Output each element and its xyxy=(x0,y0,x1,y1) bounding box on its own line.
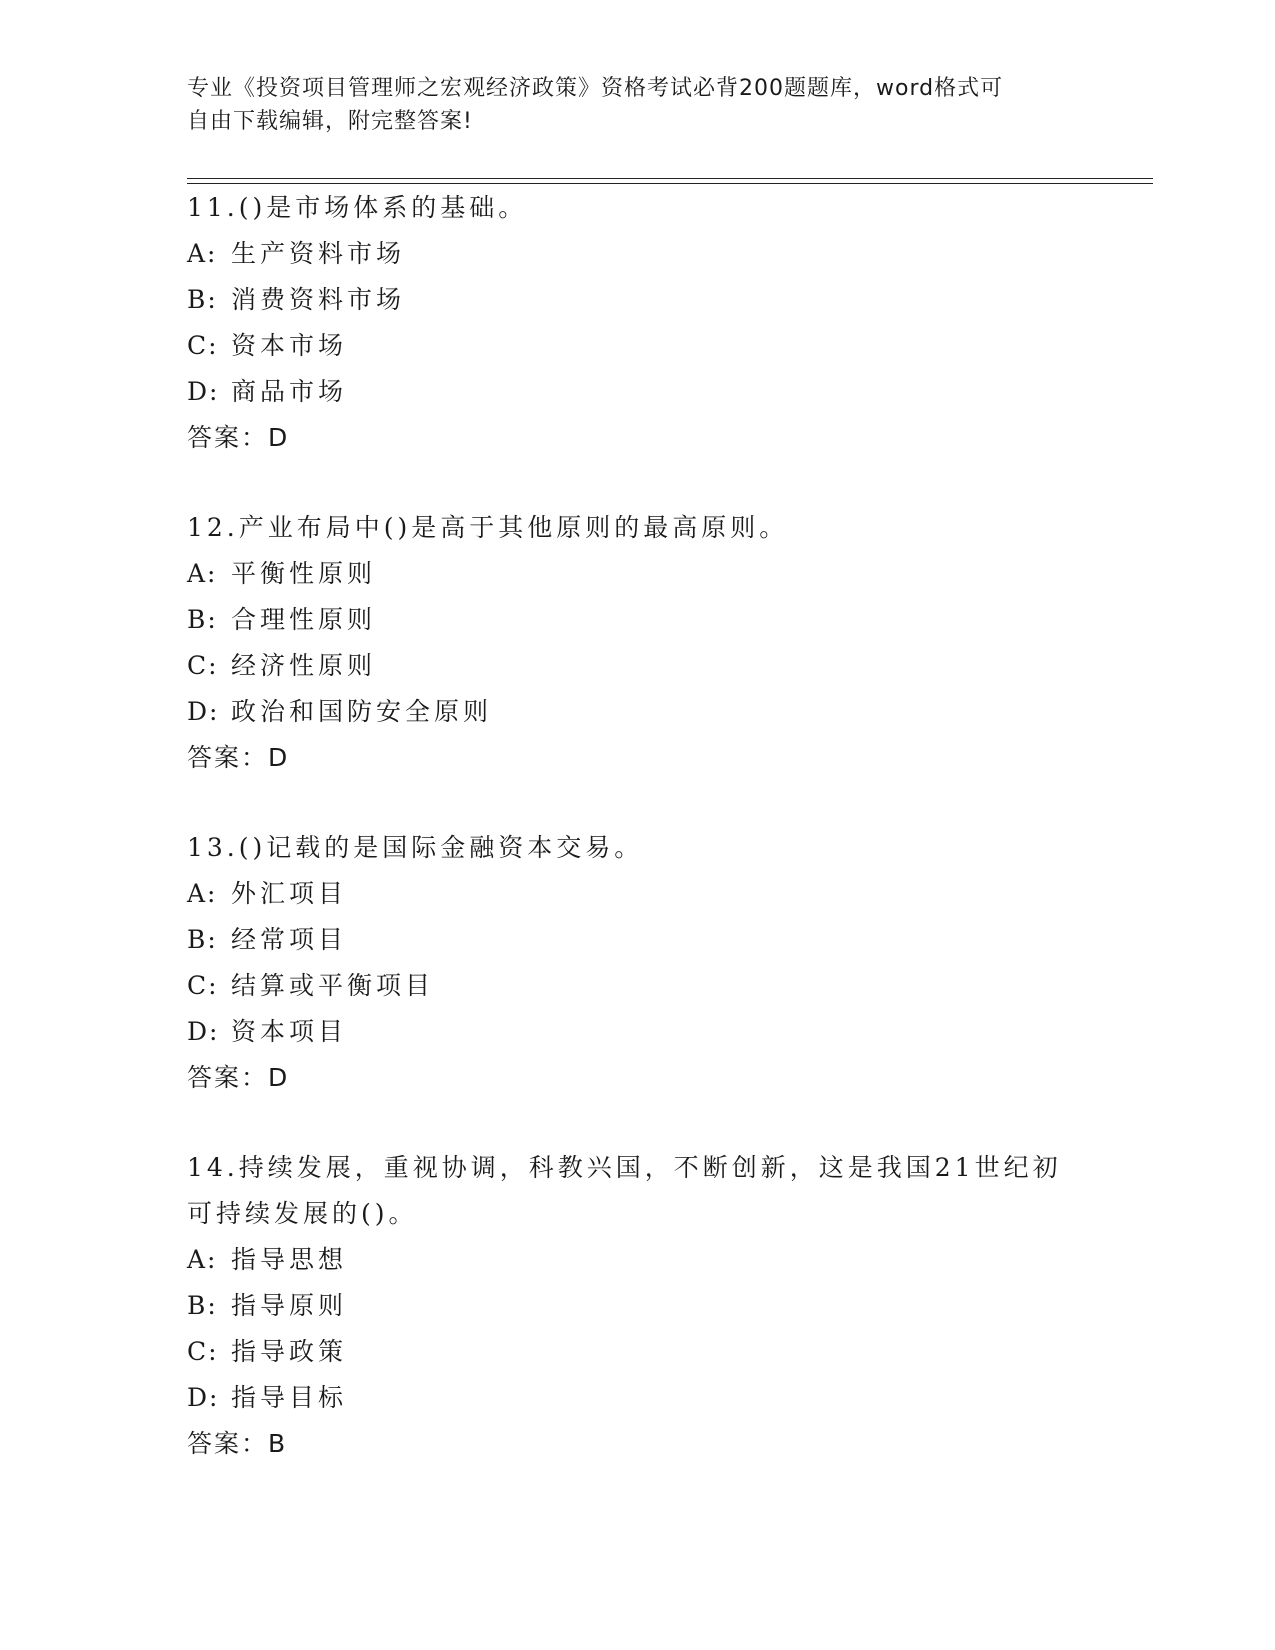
option-a xyxy=(187,1237,1087,1283)
option-text: 指导思想 xyxy=(231,1245,348,1274)
answer: 答案：D xyxy=(187,1063,290,1092)
option-text: 平衡性原则 xyxy=(231,559,377,588)
option-c xyxy=(187,643,1087,689)
header-divider-bottom xyxy=(187,183,1153,184)
option-b xyxy=(187,917,1087,963)
option-key: C: xyxy=(187,971,219,1000)
option-key: A: xyxy=(187,239,218,268)
option-text: 外汇项目 xyxy=(231,879,348,908)
option-key: C: xyxy=(187,331,219,360)
header-line-2: 自由下载编辑，附完整答案! xyxy=(187,109,473,134)
option-c xyxy=(187,323,1087,369)
option-key: D: xyxy=(187,1017,220,1046)
question-13 xyxy=(187,825,1087,1101)
option-key: A: xyxy=(187,879,218,908)
header-divider-top xyxy=(187,178,1153,179)
option-d xyxy=(187,1009,1087,1055)
option-text: 资本市场 xyxy=(231,331,348,360)
option-a xyxy=(187,231,1087,277)
option-d xyxy=(187,1375,1087,1421)
option-a xyxy=(187,871,1087,917)
option-text: 结算或平衡项目 xyxy=(231,971,435,1000)
option-text: 指导原则 xyxy=(231,1291,348,1320)
option-text: 指导政策 xyxy=(231,1337,348,1366)
option-key: A: xyxy=(187,559,218,588)
option-d xyxy=(187,369,1087,415)
option-text: 政治和国防安全原则 xyxy=(231,697,493,726)
option-d xyxy=(187,689,1087,735)
option-c xyxy=(187,1329,1087,1375)
option-text: 商品市场 xyxy=(231,377,348,406)
answer: 答案：D xyxy=(187,423,290,452)
option-b xyxy=(187,277,1087,323)
option-key: C: xyxy=(187,1337,219,1366)
question-12 xyxy=(187,505,1087,781)
option-text: 经济性原则 xyxy=(231,651,377,680)
question-14 xyxy=(187,1145,1087,1467)
option-text: 资本项目 xyxy=(231,1017,348,1046)
option-text: 经常项目 xyxy=(231,925,348,954)
question-stem: 12.产业布局中()是高于其他原则的最高原则。 xyxy=(187,513,789,542)
option-key: B: xyxy=(187,925,218,954)
option-key: B: xyxy=(187,1291,218,1320)
document-header xyxy=(187,72,1067,138)
option-text: 消费资料市场 xyxy=(231,285,406,314)
option-text: 指导目标 xyxy=(231,1383,348,1412)
question-stem-line-2: 可持续发展的()。 xyxy=(187,1199,418,1228)
option-a xyxy=(187,551,1087,597)
option-key: C: xyxy=(187,651,219,680)
option-key: B: xyxy=(187,285,218,314)
header-line-1: 专业《投资项目管理师之宏观经济政策》资格考试必背200题题库，word格式可 xyxy=(187,76,1004,101)
answer: 答案：B xyxy=(187,1429,288,1458)
option-key: D: xyxy=(187,697,220,726)
option-text: 合理性原则 xyxy=(231,605,377,634)
option-text: 生产资料市场 xyxy=(231,239,406,268)
option-b xyxy=(187,1283,1087,1329)
question-11 xyxy=(187,185,1087,461)
option-key: D: xyxy=(187,377,220,406)
option-key: D: xyxy=(187,1383,220,1412)
question-stem: 11.()是市场体系的基础。 xyxy=(187,193,528,222)
option-c xyxy=(187,963,1087,1009)
question-stem-line-1: 14.持续发展，重视协调，科教兴国，不断创新，这是我国21世纪初 xyxy=(187,1153,1062,1182)
question-stem: 13.()记载的是国际金融资本交易。 xyxy=(187,833,644,862)
option-key: B: xyxy=(187,605,218,634)
answer: 答案：D xyxy=(187,743,290,772)
option-b xyxy=(187,597,1087,643)
option-key: A: xyxy=(187,1245,218,1274)
